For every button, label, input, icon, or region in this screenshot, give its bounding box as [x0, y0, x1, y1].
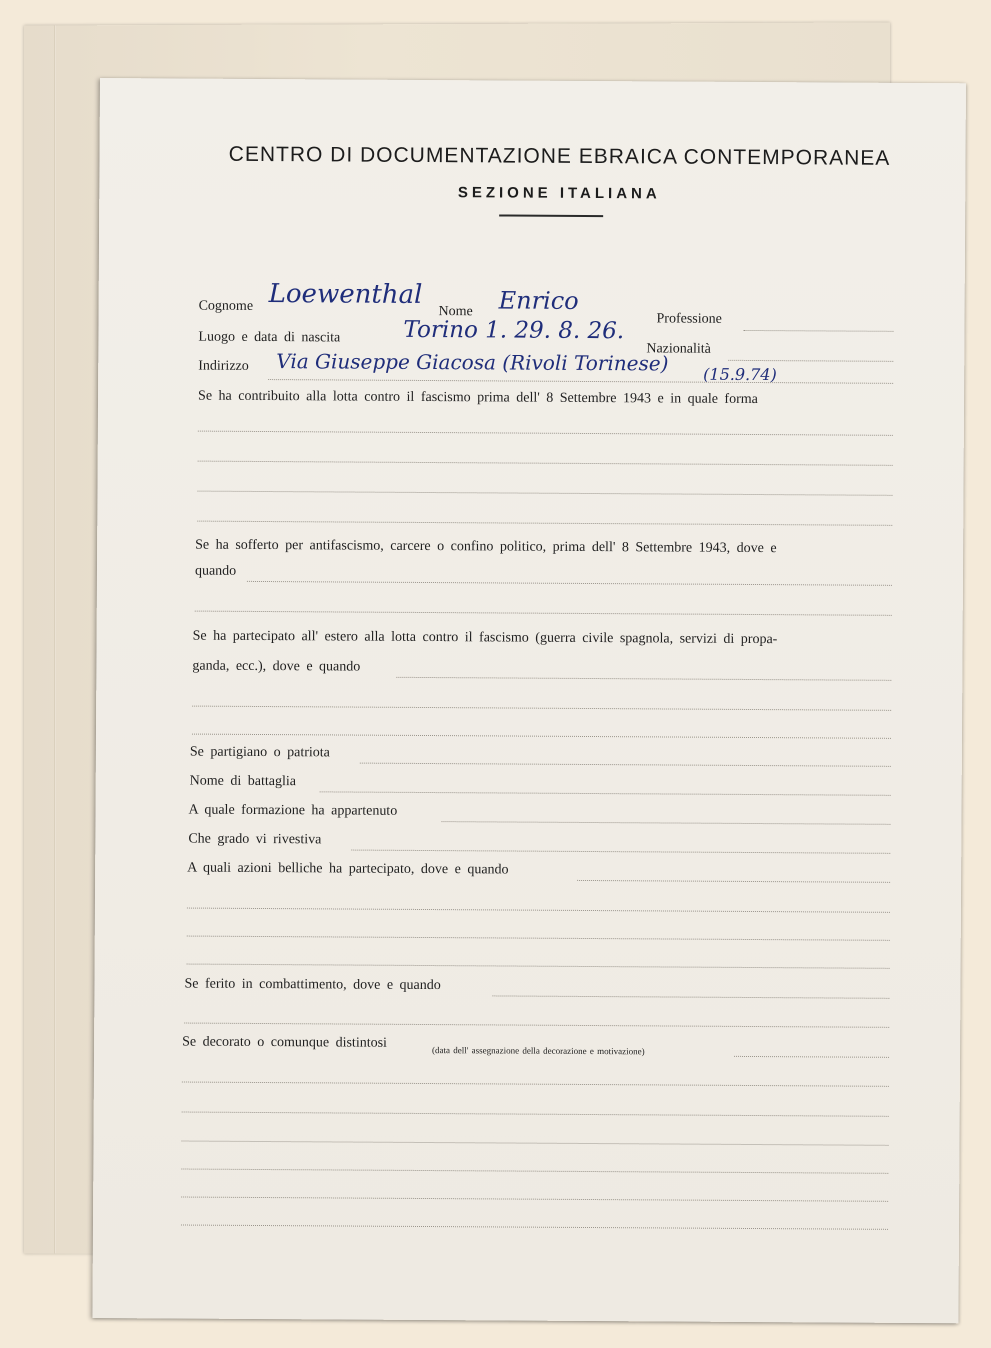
grado-label: Che grado vi rivestiva — [188, 831, 322, 848]
form-subtitle: SEZIONE ITALIANA — [457, 184, 661, 203]
answer-line — [360, 763, 891, 767]
answer-line — [198, 431, 893, 436]
question-lotta-fascismo: Se ha contribuito alla lotta contro il fascismo prima dell' 8 Settembre 1943 e in quale forma — [198, 388, 758, 408]
decorato-label: Se decorato o comunque distintosi — [182, 1034, 388, 1051]
answer-line — [187, 936, 890, 941]
cognome-label: Cognome — [198, 298, 254, 314]
decorato-note: (data dell' assegnazione della decorazione e motivazione) — [432, 1045, 645, 1057]
answer-line — [351, 850, 890, 854]
answer-line — [181, 1225, 888, 1230]
fold-line — [54, 25, 56, 1253]
question-carcere-confino: Se ha sofferto per antifascismo, carcere o confino politico, prima dell' 8 Settembre 1943, dove e — [195, 537, 777, 557]
title-underline — [499, 214, 603, 217]
answer-line — [195, 611, 892, 616]
indirizzo-line — [268, 379, 893, 384]
answer-line — [734, 1056, 889, 1058]
partigiano-label: Se partigiano o patriota — [189, 744, 330, 761]
answer-line — [184, 1023, 889, 1028]
nome-battaglia-label: Nome di battaglia — [189, 773, 297, 790]
answer-line — [198, 461, 893, 466]
ferito-label: Se ferito in combattimento, dove e quando — [184, 976, 441, 994]
answer-line — [187, 964, 890, 969]
nome-label: Nome — [438, 304, 473, 320]
nazionalita-line — [728, 360, 893, 362]
nome-value: Enrico — [498, 286, 579, 315]
answer-line — [441, 821, 890, 825]
cognome-value: Loewenthal — [268, 279, 423, 310]
nazionalita-label: Nazionalità — [646, 341, 711, 357]
professione-label: Professione — [656, 311, 722, 327]
answer-line — [320, 791, 891, 795]
indirizzo-date: (15.9.74) — [703, 364, 777, 385]
indirizzo-label: Indirizzo — [198, 358, 249, 374]
indirizzo-value: Via Giuseppe Giacosa (Rivoli Torinese) — [276, 349, 669, 376]
answer-line — [187, 908, 890, 913]
question-estero-cont: ganda, ecc.), dove e quando — [192, 658, 361, 675]
luogo-data-value: Torino 1. 29. 8. 26. — [403, 316, 625, 345]
answer-line — [577, 880, 890, 883]
answer-line — [197, 521, 892, 526]
answer-line — [396, 677, 891, 681]
answer-line — [182, 1141, 889, 1146]
luogo-data-label: Luogo e data di nascita — [198, 329, 341, 346]
answer-line — [192, 706, 891, 711]
answer-line — [181, 1169, 888, 1174]
professione-line — [743, 330, 893, 332]
answer-line — [182, 1082, 889, 1087]
answer-line — [182, 1112, 889, 1117]
question-carcere-confino-cont: quando — [194, 563, 237, 579]
answer-line — [247, 581, 892, 586]
form-title: CENTRO DI DOCUMENTAZIONE EBRAICA CONTEMPORANEA — [228, 142, 891, 170]
answer-line — [492, 995, 889, 998]
answer-line — [197, 491, 892, 496]
form-sheet — [92, 78, 966, 1323]
formazione-label: A quale formazione ha appartenuto — [188, 802, 398, 819]
question-estero: Se ha partecipato all' estero alla lotta contro il fascismo (guerra civile spagnola, servizi di propa- — [192, 628, 778, 648]
azioni-label: A quali azioni belliche ha partecipato, dove e quando — [187, 860, 509, 878]
answer-line — [192, 734, 891, 739]
answer-line — [181, 1197, 888, 1202]
